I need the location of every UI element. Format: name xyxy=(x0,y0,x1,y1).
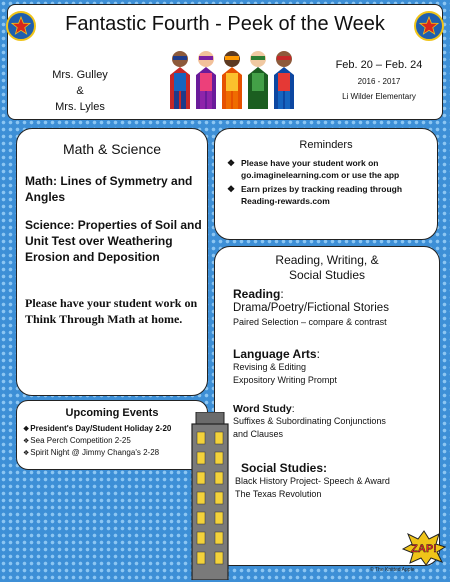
superhero-kids-image xyxy=(168,45,300,113)
reading-writing-heading xyxy=(215,253,439,283)
diamond-bullet-icon: ❖ xyxy=(227,184,236,194)
teacher-2: Mrs. Lyles xyxy=(55,101,105,113)
language-arts-section xyxy=(233,347,433,387)
reminders-panel xyxy=(214,128,438,240)
copyright-credit: © The Knitted Apple xyxy=(370,567,415,573)
diamond-bullet-icon: ❖ xyxy=(227,158,236,168)
social-studies-label: Social Studies: xyxy=(241,461,328,475)
events-list xyxy=(17,423,207,459)
math-science-panel xyxy=(16,128,208,396)
reading-line-2: Paired Selection – compare & contrast xyxy=(233,317,387,327)
list-item: ❖Sea Perch Competition 2-25 xyxy=(23,436,131,445)
list-item: ❖Spirit Night @ Jimmy Changa's 2-28 xyxy=(23,448,160,457)
list-item xyxy=(227,183,431,207)
date-block xyxy=(324,59,434,101)
school-year: 2016 - 2017 xyxy=(357,77,401,86)
upcoming-events-heading: Upcoming Events xyxy=(65,407,159,419)
header-panel xyxy=(7,4,443,120)
list-item xyxy=(227,157,431,181)
reminder-text: Earn prizes by tracking reading through Reading-rewards.com xyxy=(241,184,403,206)
list-item: ❖President's Day/Student Holiday 2-20 xyxy=(23,424,172,433)
zap-burst-icon xyxy=(402,530,446,566)
ampersand: & xyxy=(76,85,84,97)
la-line-1: Revising & Editing xyxy=(233,362,307,372)
week-dates: Feb. 20 – Feb. 24 xyxy=(335,59,423,71)
ss-line-2: The Texas Revolution xyxy=(235,489,322,499)
reminders-list xyxy=(215,157,437,207)
page-title: Fantastic Fourth - Peek of the Week xyxy=(65,13,385,35)
reminders-heading: Reminders xyxy=(299,139,353,151)
reading-line-1: Drama/Poetry/Fictional Stories xyxy=(233,302,389,314)
math-science-body xyxy=(25,173,205,339)
reading-section xyxy=(233,287,433,329)
upcoming-events-panel xyxy=(16,400,208,470)
word-study-section xyxy=(233,403,433,441)
reminder-text: Please have your student work on go.imaginelearning.com or use the app xyxy=(241,158,400,180)
school-name: Li Wilder Elementary xyxy=(342,92,416,101)
think-through-math-note: Please have your student work on Think Through Math at home. xyxy=(25,296,198,326)
word-study-label: Word Study: xyxy=(233,403,295,415)
social-studies-section xyxy=(235,461,435,501)
la-line-2: Expository Writing Prompt xyxy=(233,375,337,385)
teacher-names xyxy=(30,67,130,115)
math-line: Math: Lines of Symmetry and Angles xyxy=(25,174,193,204)
heading-line-1: Reading, Writing, & xyxy=(275,253,379,267)
diamond-bullet-icon: ❖ xyxy=(23,438,30,445)
zap-text: ZAP! xyxy=(411,543,437,555)
language-arts-label: Language Arts: xyxy=(233,347,320,361)
reading-label: Reading: xyxy=(233,287,284,301)
math-science-heading: Math & Science xyxy=(62,141,162,157)
ws-line-1: Suffixes & Subordinating Conjunctions xyxy=(233,416,386,426)
ws-line-2: and Clauses xyxy=(233,429,284,439)
diamond-bullet-icon: ❖ xyxy=(23,426,30,433)
science-line: Science: Properties of Soil and Unit Test over Weathering Erosion and Deposition xyxy=(25,218,202,264)
teacher-1: Mrs. Gulley xyxy=(52,69,108,81)
ss-line-1: Black History Project- Speech & Award xyxy=(235,476,390,486)
skyscraper-image xyxy=(190,412,230,580)
heading-line-2: Social Studies xyxy=(288,268,366,282)
reading-writing-panel xyxy=(214,246,440,566)
diamond-bullet-icon: ❖ xyxy=(23,450,30,457)
